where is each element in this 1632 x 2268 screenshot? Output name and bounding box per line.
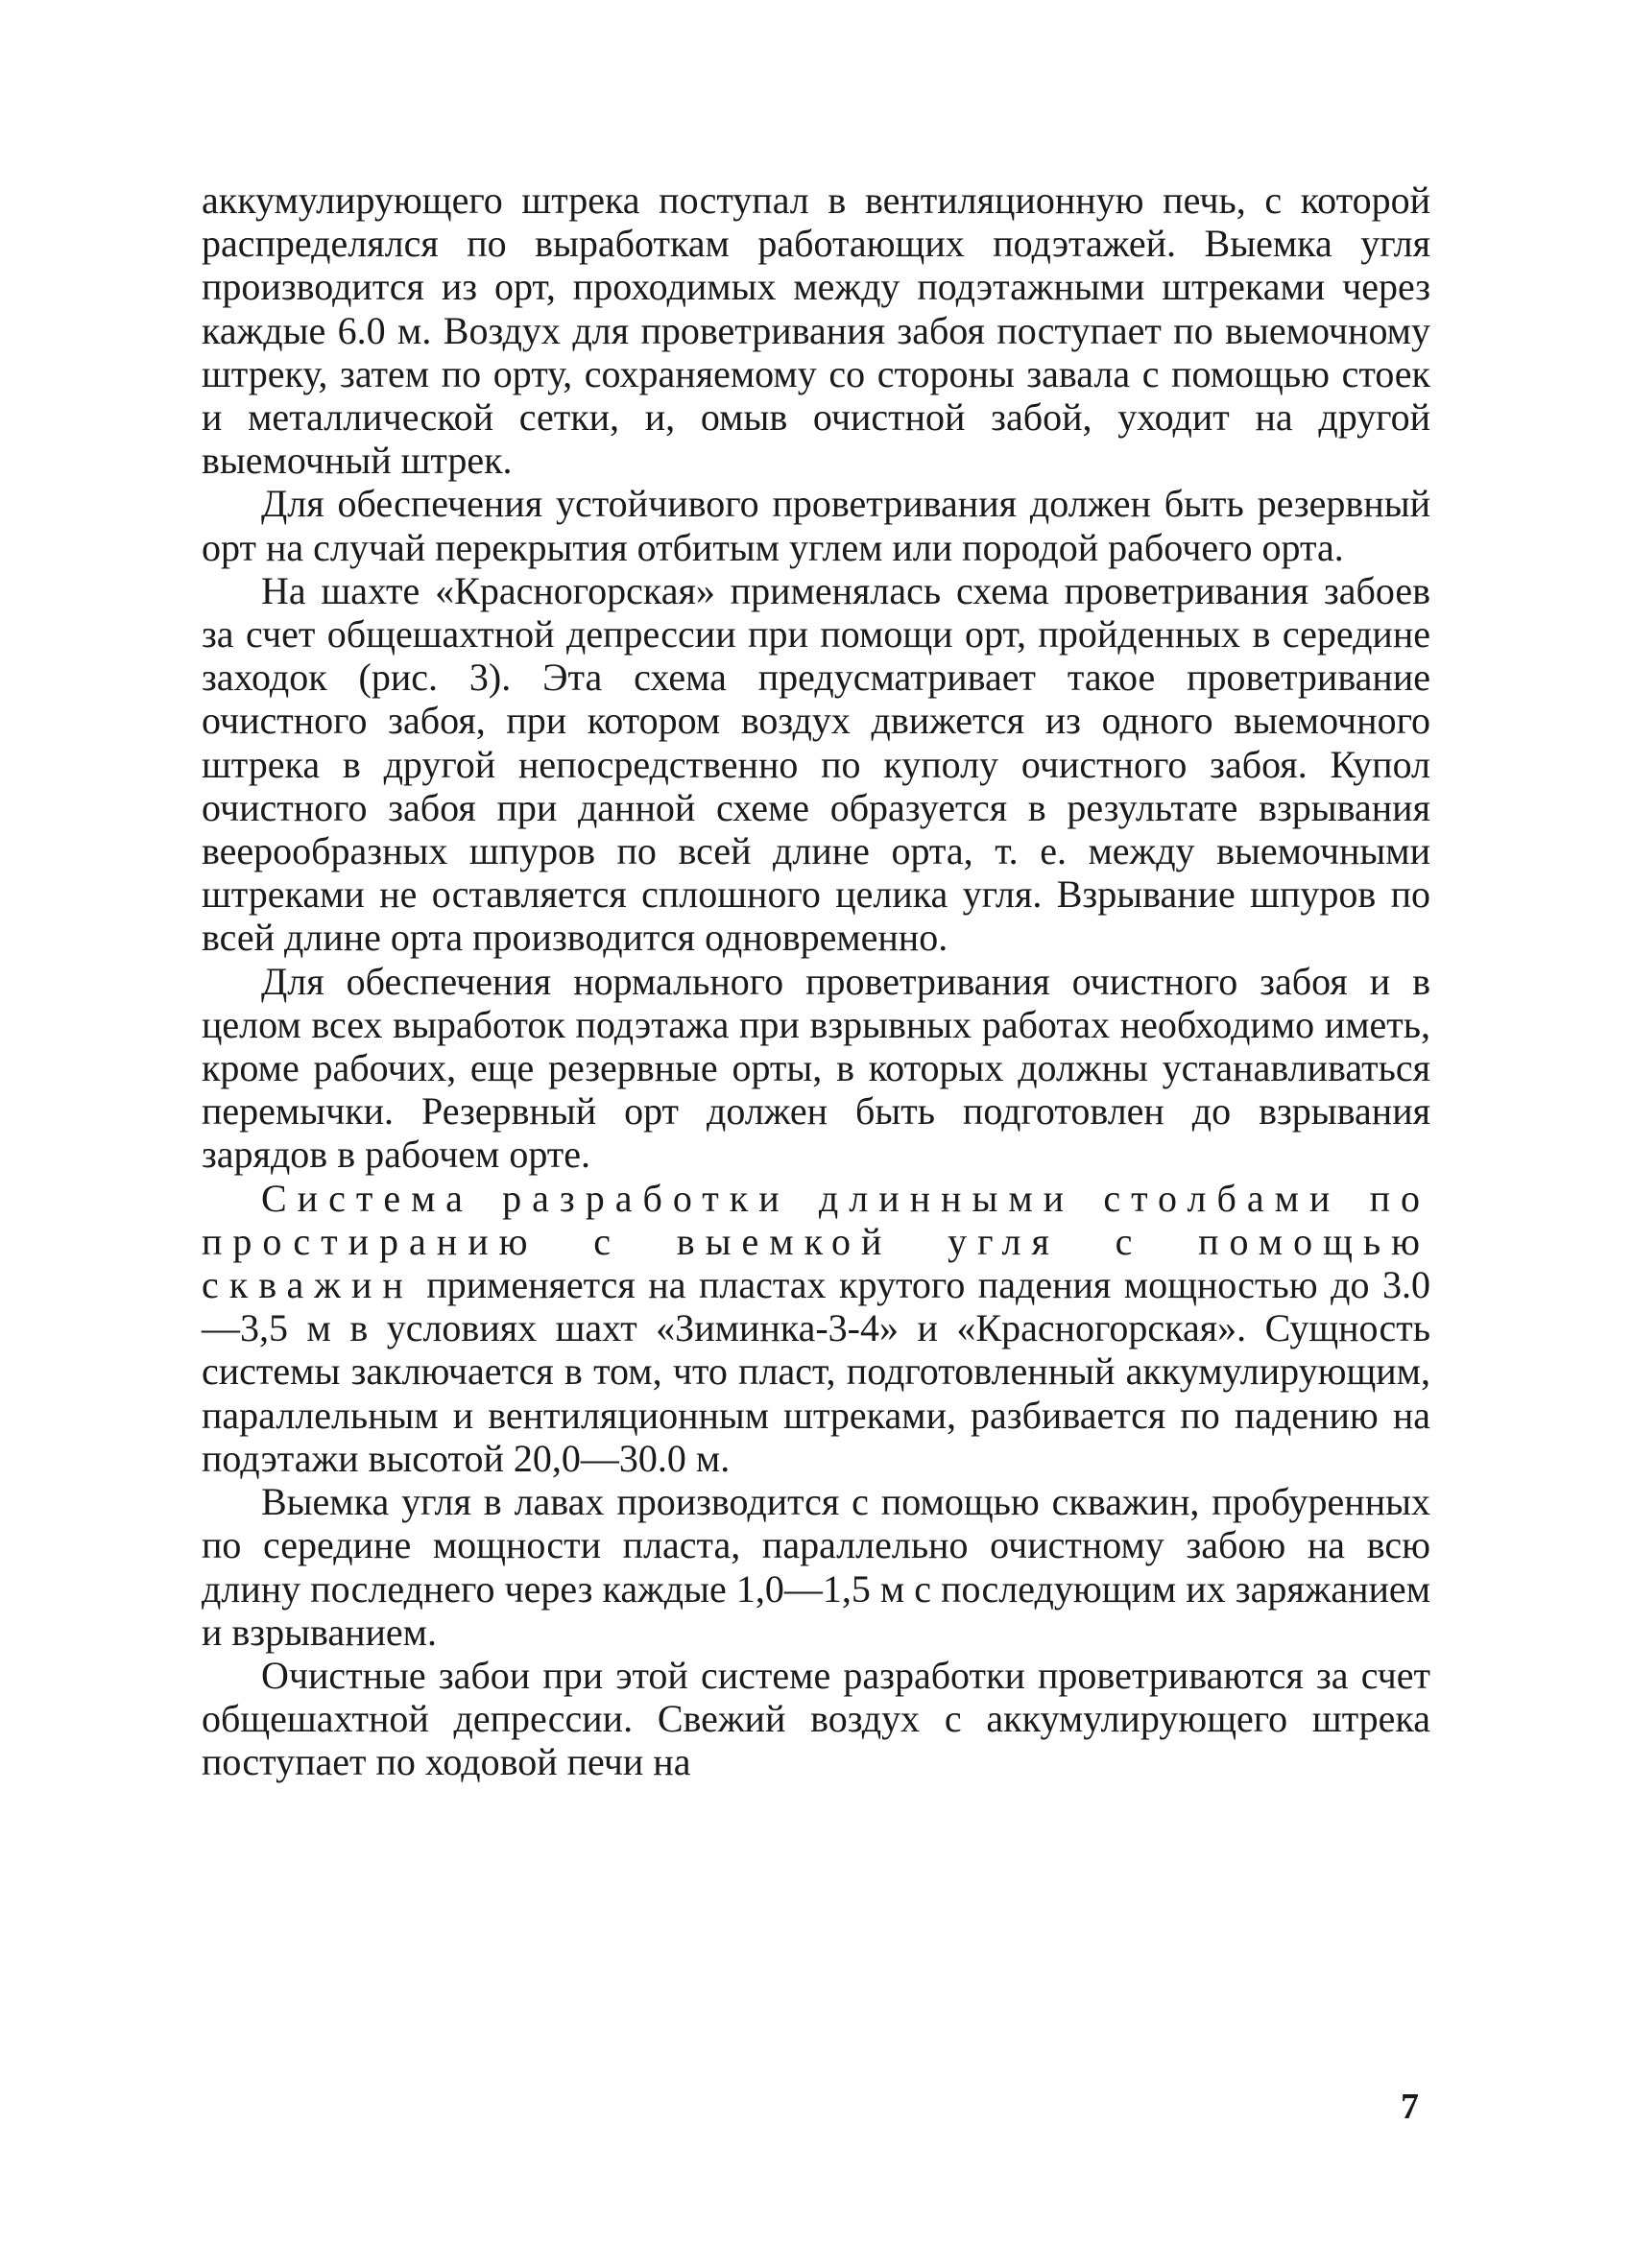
paragraph-6: Выемка угля в лавах производится с помощью скважин, пробуренных по середине мощности пласта, параллельно очистному забою на всю длину последнего через каждые 1,0—1,5 м с последующим их заряжанием и взрыванием.: [202, 1480, 1430, 1654]
paragraph-5: [202, 1177, 1430, 1480]
section-heading-spaced: Система разработки длинными столбами по простиранию с выемкой угля с помощью скважин: [202, 1176, 1430, 1307]
document-page: [202, 179, 1430, 1784]
paragraph-7: Очистные забои при этой системе разработки проветриваются за счет общешахтной депрессии. Свежий воздух с аккумулирующего штрека поступает по ходовой печи на: [202, 1653, 1430, 1784]
paragraph-4: Для обеспечения нормального проветривания очистного забоя и в целом всех выработок подэтажа при взрывных работах необходимо иметь, кроме рабочих, еще резервные орты, в которых должны устанавливаться перемычки. Резервный орт должен быть подготовлен до взрывания зарядов в рабочем орте.: [202, 959, 1430, 1177]
paragraph-5-body: применяется на пластах крутого падения мощностью до 3.0—3,5 м в условиях шахт «Зиминка-3-4» и «Красногорская». Сущность системы заключается в том, что пласт, подготовленный аккумулирующим, параллельным и вентиляционным штреками, разбивается по падению на подэтажи высотой 20,0—30.0 м.: [202, 1263, 1430, 1480]
paragraph-3: На шахте «Красногорская» применялась схема проветривания забоев за счет общешахтной депрессии при помощи орт, пройденных в середине заходок (рис. 3). Эта схема предусматривает такое проветривание очистного забоя, при котором воздух движется из одного выемочного штрека в другой непосредственно по куполу очистного забоя. Купол очистного забоя при данной схеме образуется в результате взрывания веерообразных шпуров по всей длине орта, т. е. между выемочными штреками не оставляется сплошного целика угля. Взрывание шпуров по всей длине орта производится одновременно.: [202, 568, 1430, 960]
page-number: 7: [1401, 2087, 1419, 2127]
paragraph-1: аккумулирующего штрека поступал в вентиляционную печь, с которой распределялся по выработкам работающих подэтажей. Выемка угля производится из орт, проходимых между подэтажными штреками через каждые 6.0 м. Воздух для проветривания забоя поступает по выемочному штреку, затем по орту, сохраняемому со стороны завала с помощью стоек и металлической сетки, и, омыв очистной забой, уходит на другой выемочный штрек.: [202, 179, 1430, 483]
paragraph-2: Для обеспечения устойчивого проветривания должен быть резервный орт на случай перекрытия отбитым углем или породой рабочего орта.: [202, 482, 1430, 569]
